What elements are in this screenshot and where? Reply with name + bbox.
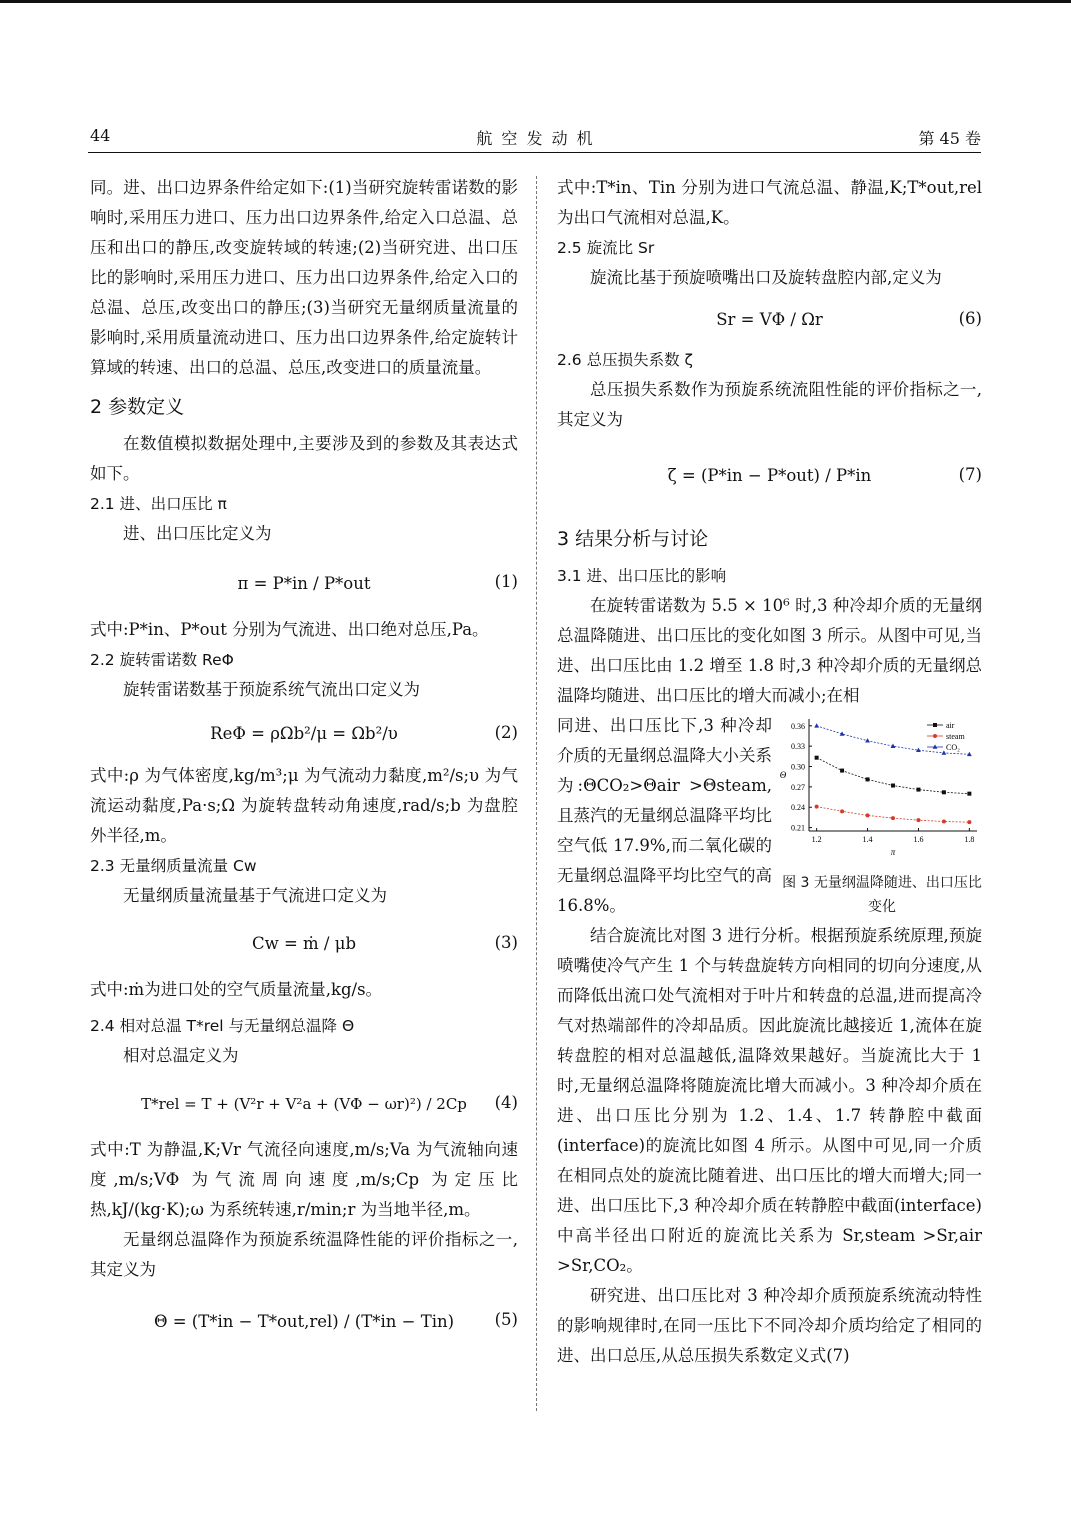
y-tick-label: 0.21	[791, 823, 805, 833]
paragraph: 式中:ρ 为气体密度,kg/m³;μ 为气流动力黏度,m²/s;υ 为气流运动黏度,Pa·s;Ω 为旋转盘转动角速度,rad/s;b 为盘腔外半径,m。	[90, 766, 518, 845]
x-tick-label: 1.4	[862, 835, 873, 844]
paragraph: 旋流比基于预旋喷嘴出口及旋转盘腔内部,定义为	[590, 268, 942, 287]
y-tick-label: 0.30	[791, 762, 805, 772]
data-point	[967, 792, 971, 796]
subsection-heading: 2.6 总压损失系数 ζ	[557, 351, 693, 369]
data-point	[967, 820, 971, 824]
x-axis-label: π	[890, 847, 896, 857]
equation-number: (4)	[494, 1093, 518, 1112]
x-tick-label: 1.6	[913, 835, 924, 844]
equation-expression: Θ = (T*in − T*out,rel) / (T*in − Tin)	[153, 1312, 455, 1331]
equation-expression: π = P*in / P*out	[237, 574, 371, 593]
data-point	[815, 805, 819, 809]
equation-number: (3)	[494, 933, 518, 952]
right-column	[557, 173, 982, 1371]
column-divider	[536, 176, 537, 1411]
equation-2	[90, 705, 518, 761]
legend-marker	[933, 744, 938, 748]
data-point	[865, 738, 870, 742]
paragraph: 在旋转雷诺数为 5.5 × 10⁶ 时,3 种冷却介质的无量纲总温降随进、出口压比的变化如图 3 所示。从图中可见,当进、出口压比由 1.2 增至 1.8 时,3 种冷却介质的无量纲总温降均随进、出口压比的增大而减小;在相	[557, 596, 982, 705]
equation-number: (1)	[494, 572, 518, 591]
paragraph: 无量纲质量流量基于气流进口定义为	[123, 886, 387, 905]
subsection-heading: 2.5 旋流比 Sr	[557, 239, 655, 257]
subsection-heading: 2.4 相对总温 T*rel 与无量纲总温降 Θ	[90, 1017, 355, 1035]
equation-expression: T*rel = T + (V²r + V²a + (VΦ − ωr)²) / 2Cp	[141, 1095, 467, 1113]
equation-expression: Sr = VΦ / Ωr	[716, 310, 823, 329]
y-tick-label: 0.36	[791, 721, 805, 731]
figure-caption: 图 3 无量纲温降随进、出口压比变化	[782, 875, 982, 915]
journal-title: 航 空 发 动 机	[476, 129, 595, 148]
data-point	[840, 769, 844, 773]
paragraph: 旋转雷诺数基于预旋系统气流出口定义为	[123, 680, 420, 699]
equation-7	[557, 435, 982, 515]
equation-4	[90, 1071, 518, 1135]
top-rule	[0, 0, 1071, 3]
equation-expression: Cw = ṁ / μb	[251, 934, 357, 953]
data-point	[942, 790, 946, 794]
subsection-heading: 3.1 进、出口压比的影响	[557, 567, 727, 585]
figure-3	[777, 711, 987, 919]
paragraph: 研究进、出口压比对 3 种冷却介质预旋系统流动特性的影响规律时,在同一压比下不同冷却介质均给定了相同的进、出口总压,从总压损失系数定义式(7)	[557, 1286, 982, 1365]
legend-marker	[933, 723, 937, 727]
equation-expression: ζ = (P*in − P*out) / P*in	[667, 466, 872, 485]
paragraph: 式中:ṁ为进口处的空气质量流量,kg/s。	[90, 980, 383, 999]
equation-number: (6)	[958, 309, 982, 328]
data-point	[866, 777, 870, 781]
data-point	[866, 813, 870, 817]
equation-6	[557, 293, 982, 345]
legend-marker	[933, 734, 937, 738]
paragraph: 同进、出口压比下,3 种冷却介质的无量纲总温降大小关系为:ΘCO₂>Θair >Θsteam,且蒸汽的无量纲总温降平均比空气低 17.9%,而二氧化碳的无量纲总温降平均比空气的高 16.8%。	[557, 716, 772, 915]
paragraph: 进、出口压比定义为	[123, 524, 272, 543]
paragraph: 结合旋流比对图 3 进行分析。根据预旋系统原理,预旋喷嘴使冷气产生 1 个与转盘旋转方向相同的切向分速度,从而降低出流口处气流相对于叶片和转盘的总温,进而提高冷气对热端部件的冷却品质。因此旋流比越接近 1,流体在旋转盘腔的相对总温越低,温降效果越好。当旋流比大于 1 时,无量纲总温降将随旋流比增大而减小。3 种冷却介质在进、出口压比分别为 1.2、1.4、1.7 转静腔中截面(interface)的旋流比如图 4 所示。从图中可见,同一介质在相同点处的旋流比随着进、出口压比的增大而增大;同一进、出口压比下,3 种冷却介质在转静腔中截面(interface)中高半径出口附近的旋流比关系为 Sr,steam >Sr,air >Sr,CO₂。	[557, 926, 982, 1275]
equation-5	[90, 1285, 518, 1355]
paragraph: 式中:T*in、Tin 分别为进口气流总温、静温,K;T*out,rel 为出口气流相对总温,K。	[557, 178, 982, 227]
paragraph: 式中:T 为静温,K;Vr 气流径向速度,m/s;Va 为气流轴向速度,m/s;VΦ 为气流周向速度,m/s;Cp 为定压比热,kJ/(kg·K);ω 为系统转速,r/min;r 为当地半径,m。	[90, 1140, 518, 1219]
page-number: 44	[90, 126, 111, 145]
paragraph: 同。进、出口边界条件给定如下:(1)当研究旋转雷诺数的影响时,采用压力进口、压力出口边界条件,给定入口总温、总压和出口的静压,改变旋转域的转速;(2)当研究进、出口压比的影响时,采用压力进口、压力出口边界条件,给定入口的总温、总压,改变出口的静压;(3)当研究无量纲质量流量的影响时,采用质量流动进口、压力出口边界条件,给定旋转计算域的转速、出口的总温、总压,改变进口的质量流量。	[90, 178, 518, 377]
y-tick-label: 0.33	[791, 742, 805, 752]
equation-expression: ReΦ = ρΩb²/μ = Ωb²/υ	[210, 724, 398, 743]
x-tick-label: 1.8	[964, 835, 975, 844]
equation-number: (2)	[494, 723, 518, 742]
y-tick-label: 0.24	[791, 803, 805, 813]
data-point	[916, 788, 920, 792]
left-column	[90, 173, 518, 1355]
series-line-air	[817, 758, 970, 794]
data-point	[891, 784, 895, 788]
legend-label: steam	[946, 732, 965, 741]
subsection-heading: 2.2 旋转雷诺数 ReΦ	[90, 651, 234, 669]
data-point	[916, 818, 920, 822]
equation-number: (5)	[494, 1310, 518, 1329]
data-point	[891, 816, 895, 820]
section-heading: 2 参数定义	[90, 396, 185, 418]
y-tick-label: 0.27	[791, 782, 805, 792]
paragraph: 式中:P*in、P*out 分别为气流进、出口绝对总压,Pa。	[90, 620, 489, 639]
paragraph: 相对总温定义为	[123, 1046, 239, 1065]
chart-svg	[777, 711, 987, 861]
figure-row	[557, 711, 982, 921]
paragraph: 无量纲总温降作为预旋系统温降性能的评价指标之一,其定义为	[90, 1230, 518, 1279]
paragraph: 在数值模拟数据处理中,主要涉及到的参数及其表达式如下。	[90, 434, 518, 483]
volume-label: 第 45 卷	[918, 129, 981, 148]
header-rule	[88, 152, 981, 153]
paragraph: 总压损失系数作为预旋系统流阻性能的评价指标之一,其定义为	[557, 380, 982, 429]
y-axis-label: Θ	[779, 770, 787, 780]
equation-3	[90, 911, 518, 975]
subsection-heading: 2.1 进、出口压比 π	[90, 495, 227, 513]
data-point	[815, 756, 819, 760]
data-point	[942, 819, 946, 823]
legend-label: CO₂	[946, 743, 960, 752]
legend-label: air	[946, 721, 955, 730]
data-point	[840, 809, 844, 813]
x-tick-label: 1.2	[811, 835, 822, 844]
equation-number: (7)	[958, 465, 982, 484]
subsection-heading: 2.3 无量纲质量流量 Cw	[90, 857, 257, 875]
equation-1	[90, 549, 518, 615]
data-point	[814, 723, 819, 727]
section-heading: 3 结果分析与讨论	[557, 528, 709, 550]
